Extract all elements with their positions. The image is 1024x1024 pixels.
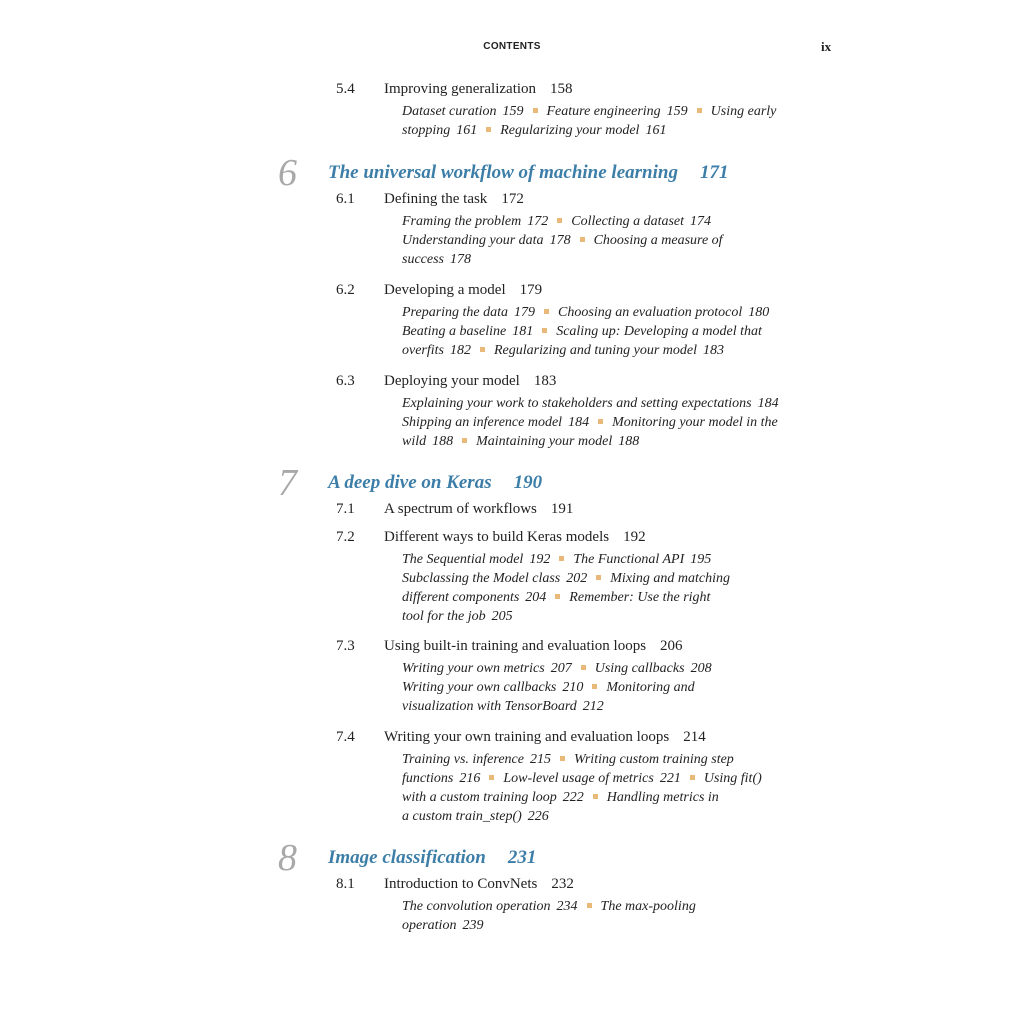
section-page-number: 192 <box>623 529 646 545</box>
bullet-separator <box>592 684 597 689</box>
bullet-separator <box>533 108 538 113</box>
bullet-separator <box>555 594 560 599</box>
subsection-page-number: 204 <box>525 590 547 605</box>
section-number: 7.3 <box>336 638 355 654</box>
subsection-page-number: 172 <box>527 214 549 229</box>
subsection-entry[interactable]: Using fit() <box>703 771 762 786</box>
subsection-line <box>402 413 802 432</box>
subsection-page-number: 212 <box>582 699 604 714</box>
bullet-separator <box>489 775 494 780</box>
subsection-entry[interactable]: operation <box>402 918 457 933</box>
subsection-line <box>402 341 802 360</box>
subsection-page-number: 208 <box>690 661 712 676</box>
subsection-page-number: 210 <box>562 680 584 695</box>
chapter-title-text: A deep dive on Keras <box>328 472 492 493</box>
section-title[interactable] <box>384 80 573 98</box>
subsection-list <box>402 303 802 360</box>
bullet-separator <box>544 309 549 314</box>
subsection-page-number: 239 <box>462 918 484 933</box>
subsection-line <box>402 697 802 716</box>
bullet-separator <box>462 438 467 443</box>
subsection-page-number: 192 <box>529 552 551 567</box>
subsection-entry[interactable]: Feature engineering <box>546 104 661 119</box>
subsection-list <box>402 659 802 716</box>
subsection-entry[interactable]: Training vs. inference <box>402 752 524 767</box>
subsection-page-number: 161 <box>645 123 667 138</box>
bullet-separator <box>580 237 585 242</box>
subsection-line <box>402 394 802 413</box>
subsection-entry[interactable]: Scaling up: Developing a model that <box>556 324 762 339</box>
chapter-title-text: The universal workflow of machine learning <box>328 162 678 183</box>
subsection-entry[interactable]: Maintaining your model <box>476 434 613 449</box>
subsection-list <box>402 394 802 451</box>
subsection-entry[interactable]: Preparing the data <box>402 305 509 320</box>
chapter-number: 7 <box>278 462 297 504</box>
chapter-page-number: 190 <box>513 472 543 493</box>
section-title-text: A spectrum of workflows <box>384 501 537 517</box>
subsection-entry[interactable]: Regularizing your model <box>500 123 640 138</box>
subsection-entry[interactable]: Mixing and matching <box>610 571 731 586</box>
subsection-entry[interactable]: Collecting a dataset <box>571 214 685 229</box>
bullet-separator <box>587 903 592 908</box>
section-page-number: 232 <box>551 876 574 892</box>
subsection-line <box>402 750 802 769</box>
subsection-entry[interactable]: Shipping an inference model <box>402 415 563 430</box>
bullet-separator <box>598 419 603 424</box>
subsection-entry[interactable]: Writing custom training step <box>573 752 734 767</box>
subsection-page-number: 174 <box>690 214 712 229</box>
section-page-number: 191 <box>550 501 574 517</box>
subsection-entry[interactable]: Understanding your data <box>402 233 544 248</box>
subsection-line <box>402 788 802 807</box>
subsection-entry[interactable]: Using callbacks <box>594 661 685 676</box>
chapter-title[interactable] <box>328 847 536 869</box>
subsection-page-number: 222 <box>562 790 584 805</box>
subsection-entry[interactable]: Regularizing and tuning your model <box>494 343 697 358</box>
subsection-entry[interactable]: Writing your own callbacks <box>402 680 557 695</box>
chapter-number: 6 <box>278 152 297 194</box>
subsection-entry[interactable]: overfits <box>402 343 444 358</box>
section-number: 5.4 <box>336 81 355 97</box>
section-number: 7.2 <box>336 529 355 545</box>
subsection-entry[interactable]: Monitoring and <box>606 680 695 695</box>
chapter-title[interactable] <box>328 472 542 494</box>
section-title-text: Improving generalization <box>384 81 537 97</box>
subsection-page-number: 234 <box>556 899 578 914</box>
section-page-number: 179 <box>519 282 543 298</box>
subsection-line <box>402 212 802 231</box>
subsection-line <box>402 550 802 569</box>
subsection-line <box>402 250 802 269</box>
subsection-page-number: 195 <box>690 552 712 567</box>
subsection-line <box>402 322 802 341</box>
subsection-line <box>402 807 802 826</box>
subsection-entry[interactable]: Using early <box>710 104 777 119</box>
section-number: 7.1 <box>336 501 355 517</box>
subsection-page-number: 184 <box>568 415 590 430</box>
section-title[interactable] <box>384 372 556 390</box>
section-page-number: 158 <box>550 81 573 97</box>
section-title-text: Writing your own training and evaluation loops <box>384 729 670 745</box>
bullet-separator <box>596 575 601 580</box>
section-page-number: 206 <box>660 638 683 654</box>
subsection-page-number: 178 <box>450 252 471 267</box>
section-page-number: 214 <box>683 729 706 745</box>
section-title[interactable] <box>384 637 683 655</box>
section-title-text: Using built-in training and evaluation loops <box>384 638 647 654</box>
subsection-line <box>402 897 802 916</box>
subsection-page-number: 215 <box>529 752 551 767</box>
subsection-line <box>402 607 802 626</box>
subsection-page-number: 184 <box>757 396 779 411</box>
subsection-list <box>402 750 802 826</box>
subsection-entry[interactable]: a custom train_step() <box>402 809 522 824</box>
subsection-line <box>402 916 802 935</box>
subsection-entry[interactable]: Remember: Use the right <box>569 590 711 605</box>
subsection-entry[interactable]: Writing your own metrics <box>402 661 545 676</box>
section-page-number: 183 <box>533 373 557 389</box>
subsection-entry[interactable]: visualization with TensorBoard <box>402 699 577 714</box>
subsection-entry[interactable]: Framing the problem <box>402 214 522 229</box>
bullet-separator <box>690 775 695 780</box>
section-title[interactable] <box>384 728 706 746</box>
subsection-line <box>402 121 802 140</box>
subsection-line <box>402 303 802 322</box>
section-title[interactable] <box>384 875 574 893</box>
subsection-list <box>402 897 802 935</box>
subsection-entry[interactable]: Subclassing the Model class <box>402 571 561 586</box>
bullet-separator <box>557 218 562 223</box>
subsection-entry[interactable]: Dataset curation <box>402 104 497 119</box>
chapter-page-number: 171 <box>699 162 729 183</box>
subsection-entry[interactable]: The Functional API <box>573 552 685 567</box>
subsection-entry[interactable]: Low-level usage of metrics <box>503 771 654 786</box>
subsection-page-number: 205 <box>491 609 513 624</box>
bullet-separator <box>542 328 547 333</box>
section-number: 8.1 <box>336 876 355 892</box>
section-title[interactable] <box>384 500 573 518</box>
subsection-page-number: 161 <box>456 123 478 138</box>
bullet-separator <box>593 794 598 799</box>
section-title-text: Introduction to ConvNets <box>384 876 538 892</box>
subsection-entry[interactable]: The max-pooling <box>600 899 696 914</box>
bullet-separator <box>480 347 485 352</box>
running-head: CONTENTS <box>483 41 541 52</box>
bullet-separator <box>559 556 564 561</box>
bullet-separator <box>486 127 491 132</box>
subsection-line <box>402 569 802 588</box>
subsection-list <box>402 212 802 269</box>
section-title[interactable] <box>384 190 524 208</box>
subsection-entry[interactable]: The convolution operation <box>402 899 551 914</box>
subsection-entry[interactable]: Handling metrics in <box>606 790 719 805</box>
subsection-page-number: 179 <box>514 305 536 320</box>
bullet-separator <box>697 108 702 113</box>
section-title-text: Developing a model <box>384 282 506 298</box>
section-title-text: Deploying your model <box>384 373 520 389</box>
section-number: 6.3 <box>336 373 355 389</box>
subsection-entry[interactable]: success <box>402 252 444 267</box>
section-number: 6.1 <box>336 191 355 207</box>
subsection-entry[interactable]: different components <box>402 590 520 605</box>
subsection-page-number: 207 <box>550 661 572 676</box>
subsection-page-number: 182 <box>450 343 471 358</box>
subsection-list <box>402 550 802 626</box>
subsection-page-number: 216 <box>459 771 481 786</box>
section-title[interactable] <box>384 528 646 546</box>
section-number: 6.2 <box>336 282 355 298</box>
chapter-page-number: 231 <box>507 847 537 868</box>
subsection-entry[interactable]: Explaining your work to stakeholders and setting expectations <box>402 396 752 411</box>
subsection-line <box>402 769 802 788</box>
bullet-separator <box>560 756 565 761</box>
page-number: ix <box>821 39 832 54</box>
subsection-page-number: 181 <box>512 324 534 339</box>
subsection-entry[interactable]: stopping <box>402 123 451 138</box>
section-number: 7.4 <box>336 729 355 745</box>
subsection-page-number: 226 <box>527 809 549 824</box>
subsection-line <box>402 588 802 607</box>
section-title-text: Different ways to build Keras models <box>384 529 610 545</box>
subsection-entry[interactable]: with a custom training loop <box>402 790 557 805</box>
subsection-page-number: 188 <box>432 434 454 449</box>
subsection-entry[interactable]: The Sequential model <box>402 552 524 567</box>
subsection-page-number: 221 <box>659 771 681 786</box>
subsection-page-number: 159 <box>502 104 524 119</box>
subsection-line <box>402 432 802 451</box>
subsection-line <box>402 678 802 697</box>
subsection-line <box>402 102 802 121</box>
subsection-entry[interactable]: functions <box>402 771 454 786</box>
subsection-entry[interactable]: Choosing a measure of <box>593 233 723 248</box>
subsection-entry[interactable]: tool for the job <box>402 609 486 624</box>
subsection-line <box>402 231 802 250</box>
subsection-entry[interactable]: Beating a baseline <box>402 324 507 339</box>
subsection-page-number: 188 <box>618 434 640 449</box>
chapter-number: 8 <box>278 837 297 879</box>
subsection-page-number: 180 <box>748 305 770 320</box>
subsection-list <box>402 102 802 140</box>
subsection-line <box>402 659 802 678</box>
section-title-text: Defining the task <box>384 191 488 207</box>
subsection-page-number: 202 <box>566 571 588 586</box>
chapter-title-text: Image classification <box>328 847 486 868</box>
bullet-separator <box>581 665 586 670</box>
chapter-title[interactable] <box>328 162 728 184</box>
section-title[interactable] <box>384 281 542 299</box>
subsection-entry[interactable]: Choosing an evaluation protocol <box>558 305 743 320</box>
subsection-page-number: 178 <box>549 233 571 248</box>
subsection-page-number: 159 <box>666 104 688 119</box>
subsection-entry[interactable]: wild <box>402 434 427 449</box>
subsection-entry[interactable]: Monitoring your model in the <box>612 415 778 430</box>
section-page-number: 172 <box>501 191 524 207</box>
subsection-page-number: 183 <box>703 343 724 358</box>
